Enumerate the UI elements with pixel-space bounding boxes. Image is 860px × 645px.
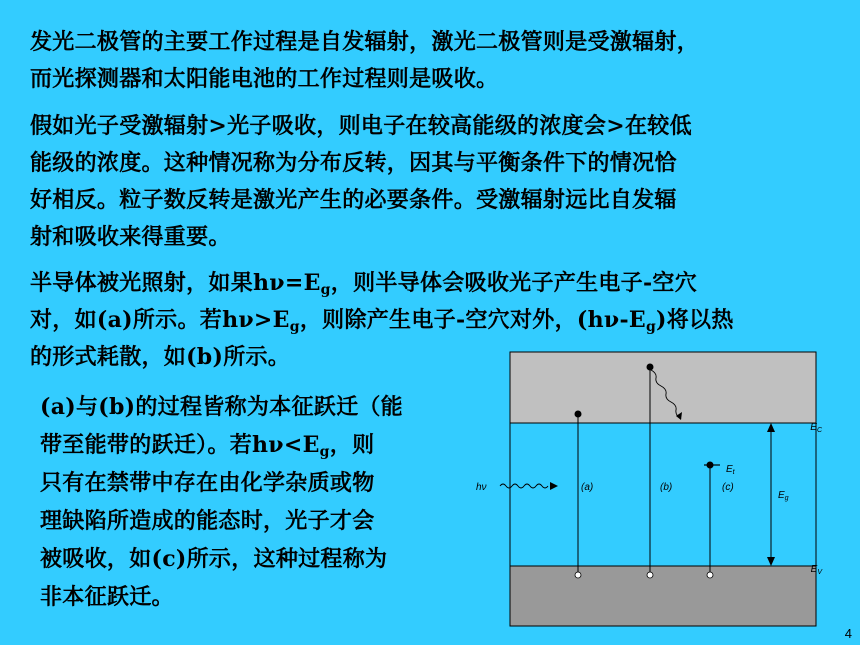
valence-band xyxy=(510,566,816,626)
p2-line1: 假如光子受激辐射>光子吸收，则电子在较高能级的浓度会>在较低 xyxy=(30,113,692,139)
p3-l2-sub2: g xyxy=(645,319,657,335)
p1-line1: 发光二极管的主要工作过程是自发辐射，激光二极管则是受激辐射， xyxy=(30,29,700,55)
label-c: (c) xyxy=(722,482,734,493)
paragraph-emission-overview xyxy=(30,24,830,98)
band-gap xyxy=(510,423,816,566)
p3-l2a: 对，如(a)所示。若hν>E xyxy=(30,307,290,333)
p3-l1b: ，则半导体会吸收光子产生电子-空穴 xyxy=(330,270,697,296)
band-transition-diagram xyxy=(470,348,820,630)
p4-l2b: ，则 xyxy=(329,432,375,458)
p4-l2-sub: g xyxy=(319,444,330,460)
paragraph-transitions xyxy=(40,388,460,616)
p4-line3: 只有在禁带中存在由化学杂质或物 xyxy=(40,470,375,496)
p4-line5: 被吸收，如(c)所示，这种过程称为 xyxy=(40,546,388,572)
label-ev: $E_V$ xyxy=(810,564,822,576)
p4-line6: 非本征跃迁。 xyxy=(40,584,174,610)
p4-line1: (a)与(b)的过程皆称为本征跃迁（能 xyxy=(40,394,403,420)
paragraph-population-inversion xyxy=(30,108,830,256)
p4-l2a: 带至能带的跃迁）。若hν<E xyxy=(40,432,320,458)
hole-a xyxy=(575,572,581,578)
p2-line2: 能级的浓度。这种情况称为分布反转，因其与平衡条件下的情况恰 xyxy=(30,150,677,176)
electron-b xyxy=(647,364,654,371)
p3-l1a: 半导体被光照射，如果hν=E xyxy=(30,270,321,296)
label-ec: $E_C$ xyxy=(810,422,822,434)
p4-line4: 理缺陷所造成的能态时，光子才会 xyxy=(40,508,375,534)
p3-l2c: )将以热 xyxy=(656,307,734,333)
photon-label: hν xyxy=(476,482,487,493)
p2-line3: 好相反。粒子数反转是激光产生的必要条件。受激辐射远比自发辐 xyxy=(30,187,677,213)
electron-a xyxy=(575,411,582,418)
p1-line2: 而光探测器和太阳能电池的工作过程则是吸收。 xyxy=(30,66,499,92)
hole-c xyxy=(707,572,713,578)
label-b: (b) xyxy=(660,482,673,493)
p3-l3: 的形式耗散，如(b)所示。 xyxy=(30,344,291,370)
label-et: $E_t$ xyxy=(726,464,735,476)
label-eg: $E_g$ xyxy=(778,490,789,502)
hole-b xyxy=(647,572,653,578)
p3-l1-sub: g xyxy=(320,282,331,298)
p3-l2b: ，则除产生电子-空穴对外，(hν-E xyxy=(299,307,646,333)
label-a: (a) xyxy=(581,482,594,493)
p3-l2-sub: g xyxy=(289,319,300,335)
p2-line4: 射和吸收来得重要。 xyxy=(30,224,231,250)
page-number: 4 xyxy=(844,626,852,641)
